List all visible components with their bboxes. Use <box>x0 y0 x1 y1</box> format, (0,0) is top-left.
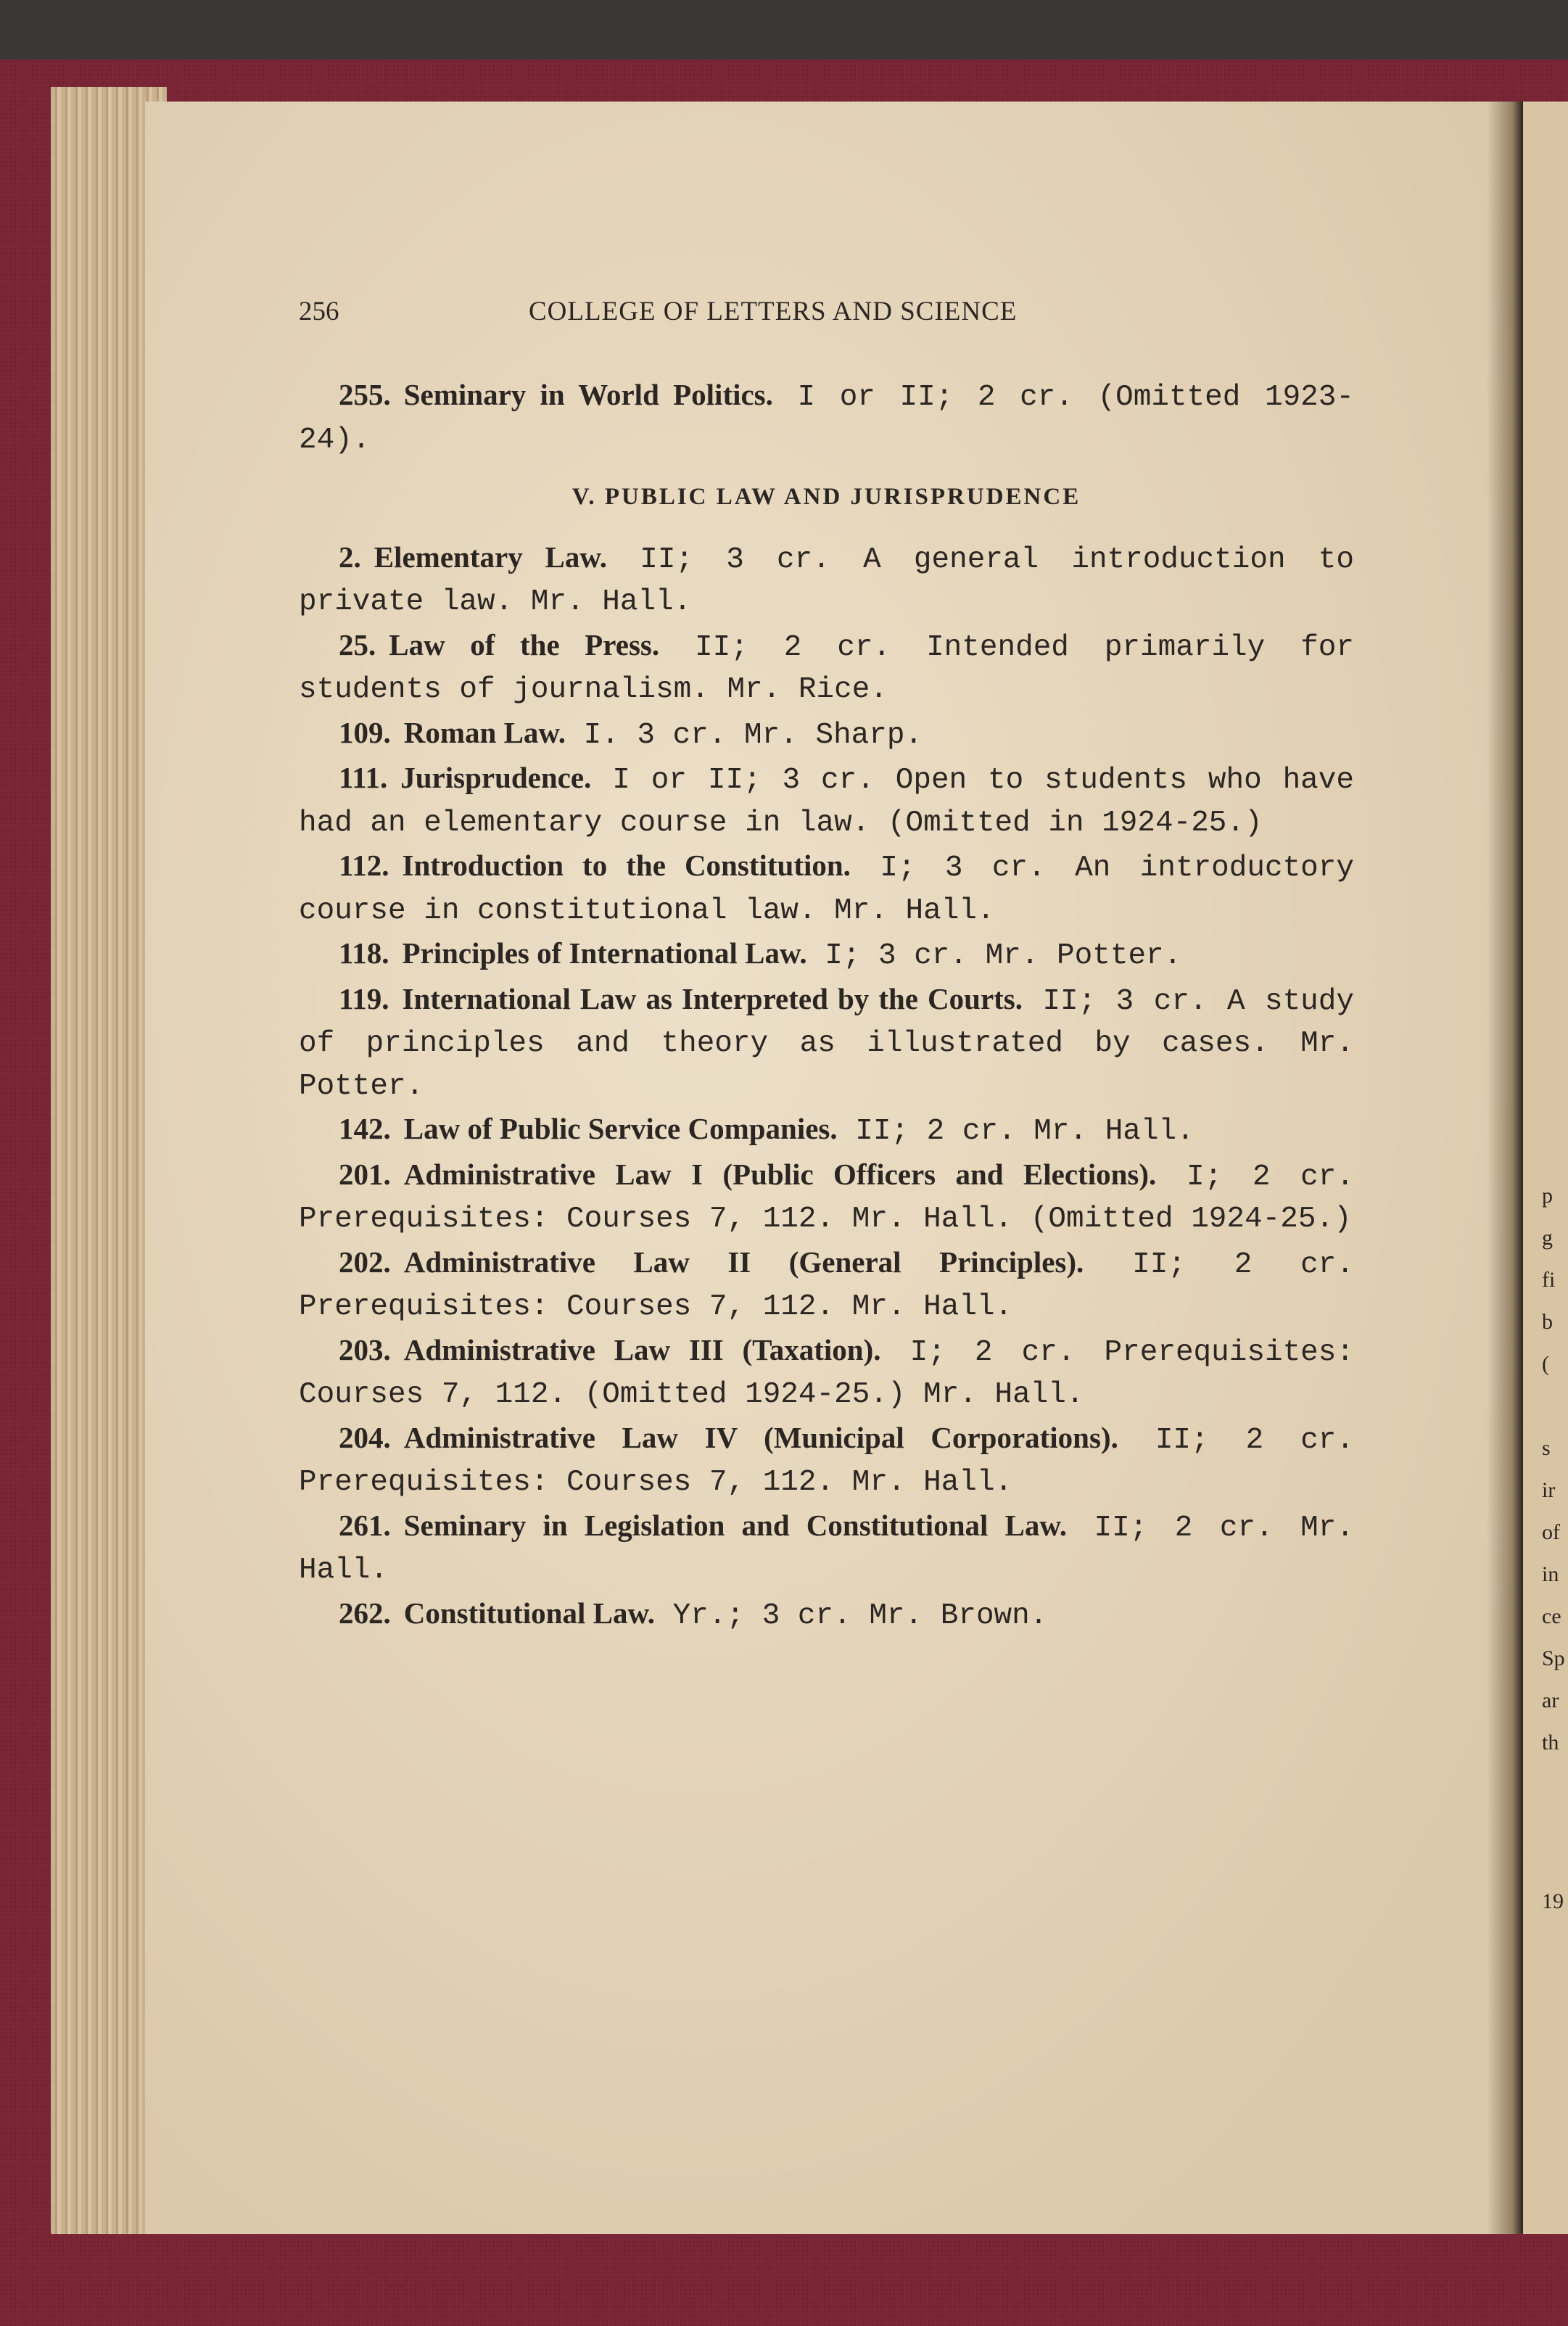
course-number: 2. <box>339 540 361 574</box>
facing-page-fragment: p <box>1542 1184 1553 1208</box>
course-entry <box>299 1329 1354 1416</box>
course-details: II; 2 cr. Prerequisites: Courses 7, 112. Mr. Hall. <box>299 1423 1355 1499</box>
course-entry <box>299 1241 1354 1329</box>
course-title: Roman Law. <box>403 715 566 749</box>
course-title: Administrative Law I (Public Officers and Elections). <box>403 1157 1157 1191</box>
course-details: II; 2 cr. Prerequisites: Courses 7, 112. Mr. Hall. <box>299 1247 1354 1324</box>
page-header <box>299 296 1354 332</box>
course-number: 111. <box>339 761 388 794</box>
course-title: Administrative Law II (General Principles). <box>403 1245 1084 1279</box>
course-details: II; 3 cr. A general introduction to private law. Mr. Hall. <box>299 543 1355 619</box>
course-number: 109. <box>339 715 391 749</box>
course-details: I; 3 cr. Mr. Potter. <box>825 939 1182 973</box>
course-details: I or II; 2 cr. (Omitted 1923-24). <box>299 381 1354 457</box>
course-details: I. 3 cr. Mr. Sharp. <box>583 718 923 752</box>
course-details: II; 3 cr. A study of principles and theory as illustrated by cases. Mr. Potter. <box>299 984 1354 1103</box>
course-details: II; 2 cr. Mr. Hall. <box>299 1511 1354 1587</box>
course-title: Introduction to the Constitution. <box>402 849 851 882</box>
course-title: Seminary in Legislation and Constitutional Law. <box>403 1508 1067 1542</box>
facing-page-fragment: ir <box>1542 1478 1556 1502</box>
course-entry <box>299 1592 1354 1638</box>
course-details: I; 2 cr. Prerequisites: Courses 7, 112. Mr. Hall. (Omitted 1924-25.) <box>299 1160 1354 1236</box>
facing-page-fragment: in <box>1542 1562 1559 1586</box>
course-number: 25. <box>339 627 376 661</box>
facing-page-edge <box>1523 102 1568 2234</box>
facing-page-fragment: ar <box>1542 1688 1559 1712</box>
course-entry <box>299 624 1354 712</box>
course-number: 142. <box>339 1112 391 1145</box>
course-details: Yr.; 3 cr. Mr. Brown. <box>672 1599 1048 1633</box>
course-entry <box>299 1504 1354 1592</box>
course-list <box>299 536 1354 1638</box>
course-number: 203. <box>339 1332 391 1366</box>
course-entry <box>299 756 1354 844</box>
facing-page-fragment: Sp <box>1542 1646 1565 1670</box>
course-title: Administrative Law III (Taxation). <box>403 1332 881 1366</box>
course-title: Administrative Law IV (Municipal Corporations). <box>403 1420 1118 1454</box>
gutter-shadow <box>1487 102 1523 2234</box>
course-entry <box>299 536 1354 624</box>
facing-page-fragment: th <box>1542 1731 1559 1754</box>
course-title: Seminary in World Politics. <box>403 378 773 411</box>
course-number: 118. <box>339 936 389 970</box>
section-heading: V. PUBLIC LAW AND JURISPRUDENCE <box>572 484 1081 510</box>
facing-page-fragment: s <box>1542 1436 1551 1460</box>
facing-page-fragment: g <box>1542 1226 1553 1250</box>
course-details: II; 2 cr. Mr. Hall. <box>855 1115 1194 1148</box>
course-entry <box>299 1416 1354 1504</box>
course-details: I; 3 cr. An introductory course in constitutional law. Mr. Hall. <box>299 851 1354 928</box>
course-title: Constitutional Law. <box>403 1596 656 1630</box>
course-number: 202. <box>339 1245 391 1279</box>
course-title: Law of the Press. <box>389 627 660 661</box>
facing-page-fragment: ( <box>1542 1352 1549 1376</box>
course-number: 262. <box>339 1596 391 1630</box>
course-details: II; 2 cr. Intended primarily for students of journalism. Mr. Rice. <box>299 630 1355 706</box>
course-entry <box>299 844 1354 932</box>
course-number: 119. <box>339 981 389 1015</box>
course-title: Principles of International Law. <box>402 936 807 970</box>
course-entry <box>299 932 1354 978</box>
course-number: 261. <box>339 1508 391 1542</box>
course-entry <box>299 374 1354 461</box>
facing-page-fragment: fi <box>1542 1268 1556 1292</box>
page-number: 256 <box>299 297 339 326</box>
course-title: Law of Public Service Companies. <box>403 1112 838 1145</box>
facing-page-fragment: 19 <box>1542 1889 1564 1913</box>
catalog-body <box>299 374 1354 1637</box>
facing-page-fragment: ce <box>1542 1604 1561 1628</box>
course-number: 112. <box>339 849 389 882</box>
facing-page-fragment: b <box>1542 1310 1553 1334</box>
course-entry <box>299 712 1354 757</box>
course-title: Elementary Law. <box>374 540 607 574</box>
course-entry <box>299 1153 1354 1241</box>
course-number: 255. <box>339 378 391 411</box>
course-entry <box>299 978 1354 1108</box>
running-head: COLLEGE OF LETTERS AND SCIENCE <box>529 297 1018 326</box>
course-details: I or II; 3 cr. Open to students who have had an elementary course in law. (Omitted in 1924-25.) <box>299 764 1354 840</box>
course-title: Jurisprudence. <box>400 761 592 794</box>
course-details: I; 2 cr. Prerequisites: Courses 7, 112. (Omitted 1924-25.) Mr. Hall. <box>299 1335 1354 1411</box>
course-number: 204. <box>339 1420 391 1454</box>
facing-page-fragment: of <box>1542 1520 1560 1544</box>
course-entry <box>299 1108 1354 1153</box>
course-number: 201. <box>339 1157 391 1191</box>
course-title: International Law as Interpreted by the Courts. <box>402 981 1023 1015</box>
